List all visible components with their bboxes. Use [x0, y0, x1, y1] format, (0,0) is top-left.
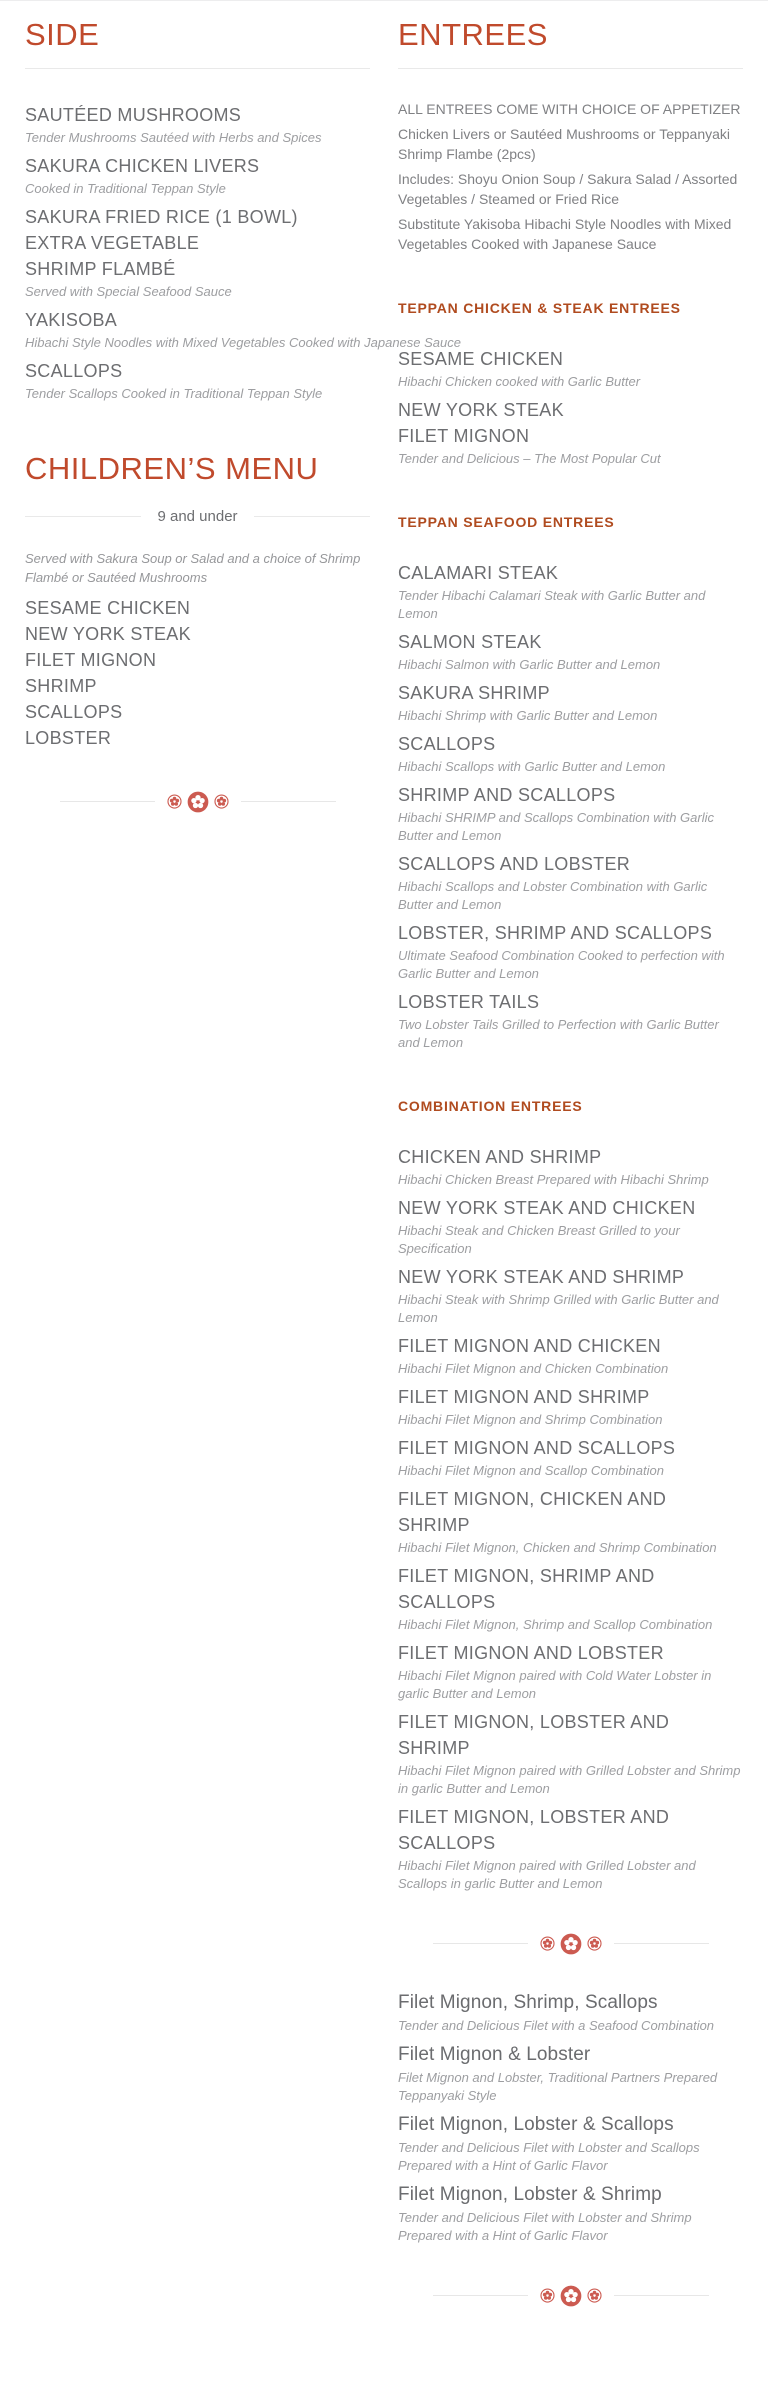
menu-item-desc: Tender and Delicious – The Most Popular Cut — [398, 450, 661, 466]
menu-item — [25, 153, 370, 198]
menu-item-list — [398, 1144, 743, 1893]
menu-item-desc: Tender and Delicious Filet with Lobster and Shrimp Prepared with a Hint of Garlic Flavor — [398, 2209, 692, 2243]
menu-item — [25, 230, 370, 256]
menu-item-desc: Hibachi Filet Mignon paired with Grilled Lobster and Scallops in garlic Butter and Lemon — [398, 1857, 696, 1891]
menu-item — [398, 1989, 743, 2035]
age-tagline-text: 9 and under — [157, 507, 238, 525]
intro-line: Served with Sakura Soup or Salad and a choice of Shrimp Flambé or Sautéed Mushrooms — [25, 550, 361, 585]
menu-item-desc: Tender and Delicious Filet with Lobster and Scallops Prepared with a Hint of Garlic Flavor — [398, 2139, 700, 2173]
menu-item — [398, 2041, 743, 2105]
menu-item — [25, 725, 370, 751]
menu-item — [398, 920, 743, 983]
sakura-flower-icon — [540, 2288, 555, 2303]
menu-item — [398, 731, 743, 776]
menu-item-desc: Filet Mignon and Lobster, Traditional Partners Prepared Teppanyaki Style — [398, 2069, 718, 2103]
menu-item-name: Filet Mignon, Lobster & Scallops — [398, 2113, 674, 2135]
menu-item-desc: Hibachi Steak and Chicken Breast Grilled to your Specification — [398, 1222, 680, 1256]
menu-item-name: SAUTÉED MUSHROOMS — [25, 104, 242, 125]
menu-item-name: FILET MIGNON AND CHICKEN — [398, 1335, 661, 1356]
menu-item — [25, 673, 370, 699]
divider-line-left — [60, 801, 155, 802]
menu-item — [398, 1563, 743, 1634]
menu-item-name: SCALLOPS — [25, 701, 123, 722]
sakura-flower-icon — [560, 1933, 582, 1955]
menu-item-name: SAKURA SHRIMP — [398, 682, 550, 703]
menu-item — [25, 358, 370, 403]
menu-item-desc: Hibachi SHRIMP and Scallops Combination with Garlic Butter and Lemon — [398, 809, 714, 843]
divider-line-right — [614, 2295, 709, 2296]
sakura-flower-icon — [560, 2285, 582, 2307]
tagline-line-left — [25, 516, 141, 517]
flower-divider — [398, 2285, 743, 2307]
menu-item-list — [398, 560, 743, 1052]
menu-item — [25, 699, 370, 725]
section-heading: SIDE — [25, 17, 100, 52]
menu-item-name: Filet Mignon, Lobster & Shrimp — [398, 2183, 662, 2205]
menu-item-desc: Hibachi Chicken cooked with Garlic Butter — [398, 373, 641, 389]
section-heading: ENTREES — [398, 17, 548, 52]
menu-item — [25, 595, 370, 621]
category-subheading: TEPPAN SEAFOOD ENTREES — [398, 513, 615, 530]
menu-item-name: NEW YORK STEAK AND CHICKEN — [398, 1197, 696, 1218]
sakura-flower-icon — [587, 1936, 602, 1951]
menu-item-name: SALMON STEAK — [398, 631, 542, 652]
menu-item — [398, 1333, 743, 1378]
menu-item — [398, 851, 743, 914]
intro-line: Substitute Yakisoba Hibachi Style Noodles with Mixed Vegetables Cooked with Japanese Sauce — [398, 215, 732, 252]
menu-item-desc: Hibachi Scallops with Garlic Butter and Lemon — [398, 758, 666, 774]
sakura-flower-icon — [540, 1936, 555, 1951]
menu-item-list — [398, 346, 743, 468]
divider-icons — [528, 2285, 614, 2307]
menu-item-name: SESAME CHICKEN — [25, 597, 191, 618]
menu-item — [25, 256, 370, 301]
menu-item-desc: Hibachi Style Noodles with Mixed Vegetables Cooked with Japanese Sauce — [25, 334, 461, 350]
menu-item — [398, 1195, 743, 1258]
age-tagline — [25, 508, 370, 525]
menu-item-name: SCALLOPS — [25, 360, 123, 381]
section-heading: CHILDREN’S MENU — [25, 450, 319, 486]
tagline-line-right — [254, 516, 370, 517]
section-rule — [25, 68, 370, 69]
menu-item — [25, 102, 370, 147]
menu-item-desc: Hibachi Filet Mignon and Chicken Combination — [398, 1360, 669, 1376]
menu-item-name: SAKURA CHICKEN LIVERS — [25, 155, 260, 176]
divider-line-left — [433, 1943, 528, 1944]
menu-item-name: FILET MIGNON, LOBSTER AND SCALLOPS — [398, 1806, 670, 1853]
menu-item — [25, 307, 461, 352]
menu-page — [0, 1, 768, 2401]
menu-item-desc: Hibachi Filet Mignon, Chicken and Shrimp Combination — [398, 1539, 717, 1555]
menu-item-desc: Hibachi Filet Mignon and Scallop Combination — [398, 1462, 664, 1478]
category-subheading: COMBINATION ENTREES — [398, 1097, 583, 1114]
menu-item-name: NEW YORK STEAK AND SHRIMP — [398, 1266, 685, 1287]
menu-item-list — [398, 1989, 743, 2245]
menu-item-name: FILET MIGNON AND LOBSTER — [398, 1642, 664, 1663]
menu-item-name: FILET MIGNON AND SCALLOPS — [398, 1437, 676, 1458]
intro-line: Chicken Livers or Sautéed Mushrooms or Teppanyaki Shrimp Flambe (2pcs) — [398, 125, 731, 162]
menu-item-desc: Hibachi Steak with Shrimp Grilled with Garlic Butter and Lemon — [398, 1291, 719, 1325]
menu-item — [398, 346, 743, 391]
menu-item-name: YAKISOBA — [25, 309, 118, 330]
menu-item-desc: Two Lobster Tails Grilled to Perfection with Garlic Butter and Lemon — [398, 1016, 719, 1050]
menu-item — [398, 1709, 743, 1798]
menu-item-name: FILET MIGNON — [398, 425, 530, 446]
divider-line-right — [614, 1943, 709, 1944]
menu-item-name: SAKURA FRIED RICE (1 BOWL) — [25, 206, 298, 227]
intro-text — [25, 549, 370, 587]
intro-text — [398, 99, 743, 254]
category-subheading: TEPPAN CHICKEN & STEAK ENTREES — [398, 299, 681, 316]
menu-item-desc: Hibachi Filet Mignon paired with Cold Water Lobster in garlic Butter and Lemon — [398, 1667, 712, 1701]
menu-item-desc: Hibachi Salmon with Garlic Butter and Lemon — [398, 656, 661, 672]
menu-item-name: SHRIMP AND SCALLOPS — [398, 784, 616, 805]
menu-item-name: SCALLOPS — [398, 733, 496, 754]
menu-item-name: FILET MIGNON — [25, 649, 157, 670]
menu-item-name: LOBSTER, SHRIMP AND SCALLOPS — [398, 922, 713, 943]
menu-item-name: EXTRA VEGETABLE — [25, 232, 200, 253]
menu-item-list — [25, 102, 461, 403]
divider-line-left — [433, 2295, 528, 2296]
menu-item-name: NEW YORK STEAK — [25, 623, 191, 644]
menu-item-name: SHRIMP FLAMBÉ — [25, 258, 176, 279]
flower-divider — [398, 1933, 743, 1955]
menu-item-name: FILET MIGNON, SHRIMP AND SCALLOPS — [398, 1565, 655, 1612]
menu-item-desc: Hibachi Shrimp with Garlic Butter and Lemon — [398, 707, 658, 723]
menu-item-desc: Ultimate Seafood Combination Cooked to perfection with Garlic Butter and Lemon — [398, 947, 725, 981]
menu-item — [398, 2181, 743, 2245]
menu-item-desc: Hibachi Filet Mignon and Shrimp Combination — [398, 1411, 663, 1427]
menu-item-name: Filet Mignon & Lobster — [398, 2043, 591, 2065]
menu-item — [398, 1144, 743, 1189]
divider-line-right — [241, 801, 336, 802]
menu-item-name: LOBSTER — [25, 727, 112, 748]
menu-item-name: Filet Mignon, Shrimp, Scallops — [398, 1991, 658, 2013]
menu-item — [398, 782, 743, 845]
menu-item — [398, 1804, 743, 1893]
menu-item — [398, 2111, 743, 2175]
menu-item-name: CALAMARI STEAK — [398, 562, 559, 583]
menu-item — [398, 397, 743, 423]
menu-item — [25, 204, 370, 230]
menu-item-name: NEW YORK STEAK — [398, 399, 564, 420]
sakura-flower-icon — [187, 791, 209, 813]
menu-item — [398, 1486, 743, 1557]
menu-column-right — [398, 15, 743, 2341]
menu-columns — [25, 15, 743, 2341]
menu-item — [398, 423, 743, 468]
sakura-flower-icon — [587, 2288, 602, 2303]
menu-item-desc: Hibachi Chicken Breast Prepared with Hibachi Shrimp — [398, 1171, 709, 1187]
sakura-flower-icon — [214, 794, 229, 809]
menu-item-desc: Cooked in Traditional Teppan Style — [25, 180, 226, 196]
menu-item-desc: Tender Hibachi Calamari Steak with Garlic Butter and Lemon — [398, 587, 706, 621]
menu-item-name: FILET MIGNON, CHICKEN AND SHRIMP — [398, 1488, 667, 1535]
intro-line: ALL ENTREES COME WITH CHOICE OF APPETIZER — [398, 100, 741, 117]
menu-item — [398, 1640, 743, 1703]
menu-item — [25, 621, 370, 647]
menu-item-desc: Tender Scallops Cooked in Traditional Teppan Style — [25, 385, 323, 401]
menu-item-name: LOBSTER TAILS — [398, 991, 540, 1012]
menu-item — [398, 1384, 743, 1429]
section-rule — [398, 68, 743, 69]
menu-item-desc: Hibachi Filet Mignon paired with Grilled Lobster and Shrimp in garlic Butter and Lemon — [398, 1762, 741, 1796]
menu-item — [398, 560, 743, 623]
menu-item-name: FILET MIGNON, LOBSTER AND SHRIMP — [398, 1711, 670, 1758]
menu-item-name: FILET MIGNON AND SHRIMP — [398, 1386, 650, 1407]
flower-divider — [25, 791, 370, 813]
menu-item — [398, 629, 743, 674]
menu-item — [398, 1435, 743, 1480]
divider-icons — [528, 1933, 614, 1955]
menu-item — [25, 647, 370, 673]
menu-item-desc: Tender Mushrooms Sautéed with Herbs and Spices — [25, 129, 322, 145]
menu-item-name: SCALLOPS AND LOBSTER — [398, 853, 631, 874]
menu-item-list — [25, 595, 370, 751]
menu-item-desc: Hibachi Scallops and Lobster Combination with Garlic Butter and Lemon — [398, 878, 708, 912]
menu-item-desc: Tender and Delicious Filet with a Seafood Combination — [398, 2017, 715, 2033]
menu-item-name: SESAME CHICKEN — [398, 348, 564, 369]
menu-item-name: CHICKEN AND SHRIMP — [398, 1146, 602, 1167]
menu-column-left — [25, 15, 461, 847]
divider-icons — [155, 791, 241, 813]
menu-item — [398, 989, 743, 1052]
menu-item — [398, 1264, 743, 1327]
menu-item-name: SHRIMP — [25, 675, 97, 696]
menu-item-desc: Served with Special Seafood Sauce — [25, 283, 232, 299]
sakura-flower-icon — [167, 794, 182, 809]
intro-line: Includes: Shoyu Onion Soup / Sakura Salad / Assorted Vegetables / Steamed or Fried Rice — [398, 170, 738, 207]
menu-item-desc: Hibachi Filet Mignon, Shrimp and Scallop Combination — [398, 1616, 713, 1632]
menu-item — [398, 680, 743, 725]
